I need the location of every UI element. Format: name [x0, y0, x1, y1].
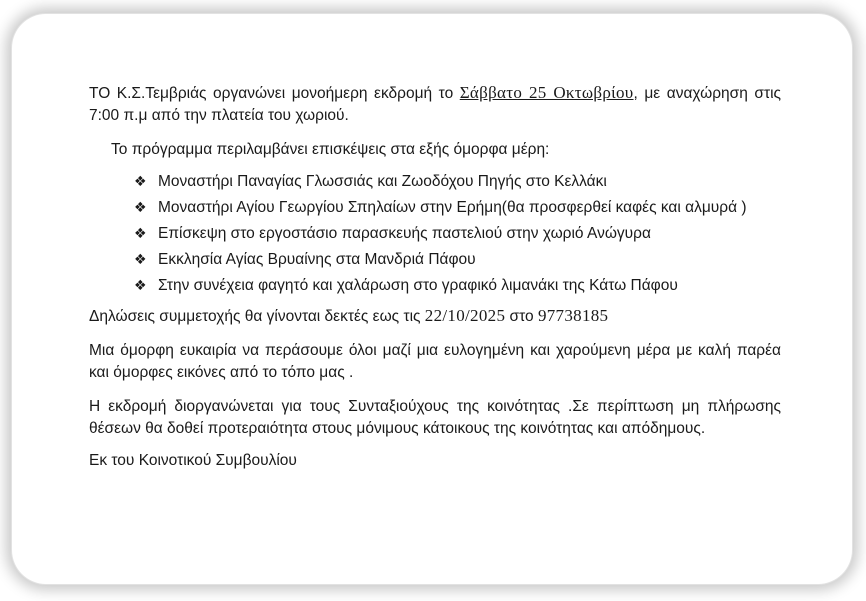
eligibility-paragraph: Η εκδρομή διοργανώνεται για τους Συνταξιούχους της κοινότητας .Σε περίπτωση μη πλήρωσης θέσεων θα δοθεί προτεραιότητα στους μόνιμους κάτοικους της κοινότητας και απόδημους. — [89, 398, 781, 437]
program-list — [89, 171, 781, 297]
registration-deadline: 22/10/2025 — [424, 306, 506, 325]
list-item — [134, 249, 781, 271]
diamond-bullet-icon: ❖ — [134, 278, 147, 294]
invitation-paragraph: Μια όμορφη ευκαιρία να περάσουμε όλοι μαζί μια ευλογημένη και χαρούμενη μέρα με καλή παρέα και όμορφες εικόνες από το τόπο μας . — [89, 342, 781, 381]
list-item — [134, 275, 781, 297]
registration-text: Δηλώσεις συμμετοχής θα γίνονται δεκτές εως τις — [89, 308, 425, 325]
diamond-bullet-icon: ❖ — [134, 200, 147, 216]
registration-paragraph — [89, 305, 781, 328]
trip-date: Σάββατο 25 Οκτωβρίου — [459, 83, 634, 102]
list-item-text: Επίσκεψη στο εργοστάσιο παρασκευής παστελιού στην χωριό Ανώγυρα — [158, 225, 651, 242]
list-item — [134, 197, 781, 219]
list-item — [134, 171, 781, 193]
intro-paragraph — [89, 82, 781, 127]
diamond-bullet-icon: ❖ — [134, 226, 147, 242]
signature-line: Εκ του Κοινοτικού Συμβουλίου — [89, 452, 297, 469]
notice-document — [89, 82, 781, 472]
list-item — [134, 223, 781, 245]
departure-text: , με αναχώρηση στις 7:00 π.μ από την πλατεία του χωριού. — [89, 85, 781, 124]
list-item-text: Μοναστήρι Παναγίας Γλωσσιάς και Ζωοδόχου Πηγής στο Κελλάκι — [158, 173, 607, 190]
list-item-text: Στην συνέχεια φαγητό και χαλάρωση στο γραφικό λιμανάκι της Κάτω Πάφου — [158, 277, 678, 294]
contact-phone: 97738185 — [537, 306, 609, 325]
diamond-bullet-icon: ❖ — [134, 252, 147, 268]
intro-text: ΤΟ Κ.Σ.Τεμβριάς οργανώνει μονοήμερη εκδρομή το — [89, 85, 460, 102]
list-item-text: Μοναστήρι Αγίου Γεωργίου Σπηλαίων στην Ερήμη(θα προσφερθεί καφές και αλμυρά ) — [158, 199, 747, 216]
program-lead: Το πρόγραμμα περιλαμβάνει επισκέψεις στα εξής όμορφα μέρη: — [111, 141, 550, 158]
diamond-bullet-icon: ❖ — [134, 174, 147, 190]
registration-connector: στο — [505, 308, 538, 325]
list-item-text: Εκκλησία Αγίας Βρυαίνης στα Μανδριά Πάφου — [158, 251, 476, 268]
